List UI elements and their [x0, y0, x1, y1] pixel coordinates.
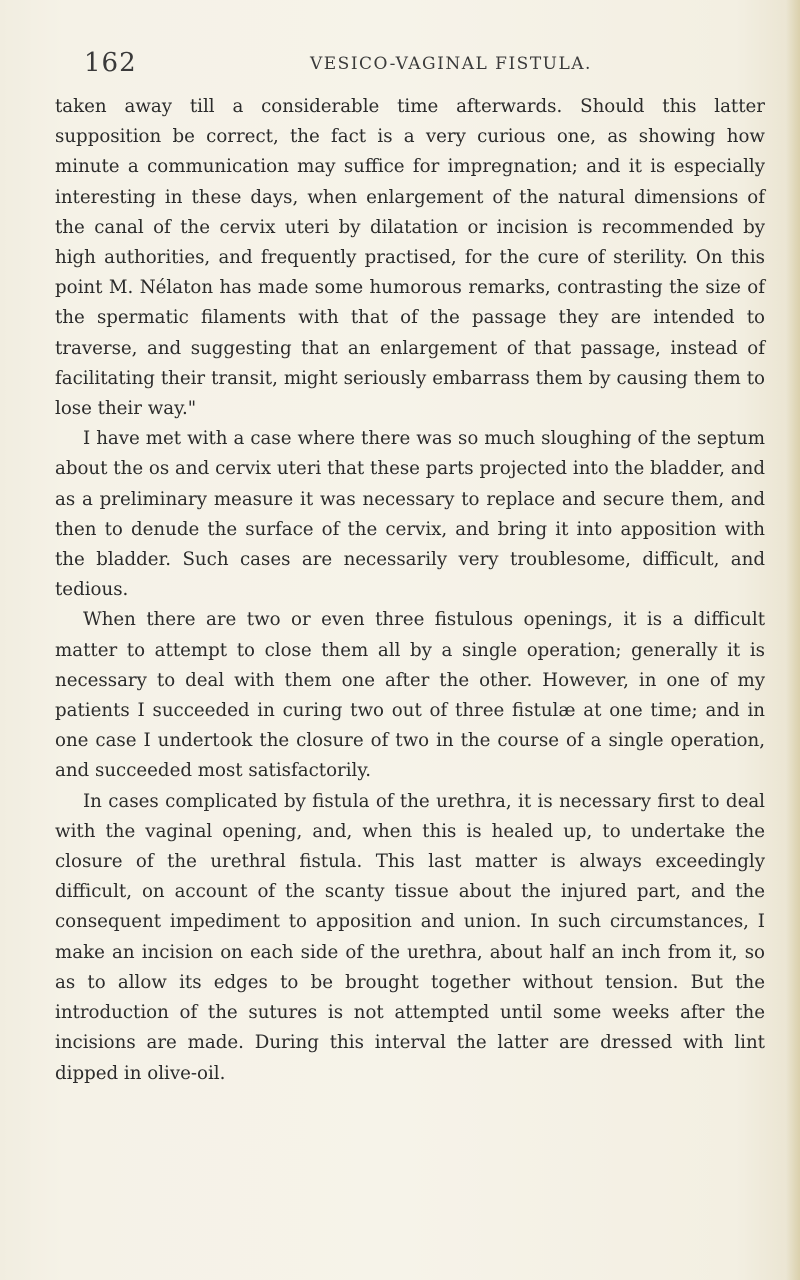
running-head [0, 48, 800, 88]
paragraph-4: In cases complicated by fistula of the urethra, it is necessary first to deal with the vaginal opening, and, when this is healed up, to undertake the closure of the urethral fistula. This last matter is always exceedingly difficult, on account of the scanty tissue about the injured part, and the consequent impediment to apposition and union. In such circumstances, I make an incision on each side of the urethra, about half an inch from it, so as to allow its edges to be brought together without tension. But the introduction of the sutures is not attempted until some weeks after the incisions are made. During this interval the latter are dressed with lint dipped in olive-oil. [55, 790, 765, 1084]
running-title: VESICO-VAGINAL FISTULA. [310, 54, 592, 74]
paragraph-1: taken away till a considerable time afterwards. Should this latter supposition be correct, the fact is a very curious one, as showing how minute a communication may suffice for impregnation; and it is especially interesting in these days, when enlargement of the natural dimensions of the canal of the cervix uteri by dilatation or incision is recommended by high authorities, and frequently practised, for the cure of sterility. On this point M. Nélaton has made some humorous remarks, contrasting the size of the spermatic filaments with that of the passage they are intended to traverse, and suggesting that an enlargement of that passage, instead of facilitating their transit, might seriously embarrass them by causing them to lose their way." [55, 96, 765, 420]
body-text [55, 92, 765, 1089]
page-number: 162 [84, 48, 137, 78]
page-edge-shadow [786, 0, 800, 1280]
paragraph-2: I have met with a case where there was so much sloughing of the septum about the os and cervix uteri that these parts projected into the bladder, and as a preliminary measure it was necessary to replace and secure them, and then to denude the surface of the cervix, and bring it into apposition with the bladder. Such cases are necessarily very troublesome, difficult, and tedious. [55, 428, 765, 601]
paragraph-3: When there are two or even three fistulous openings, it is a difficult matter to attempt to close them all by a single operation; generally it is necessary to deal with them one after the other. However, in one of my patients I succeeded in curing two out of three fistulæ at one time; and in one case I undertook the closure of two in the course of a single operation, and succeeded most satisfactorily. [55, 609, 765, 782]
